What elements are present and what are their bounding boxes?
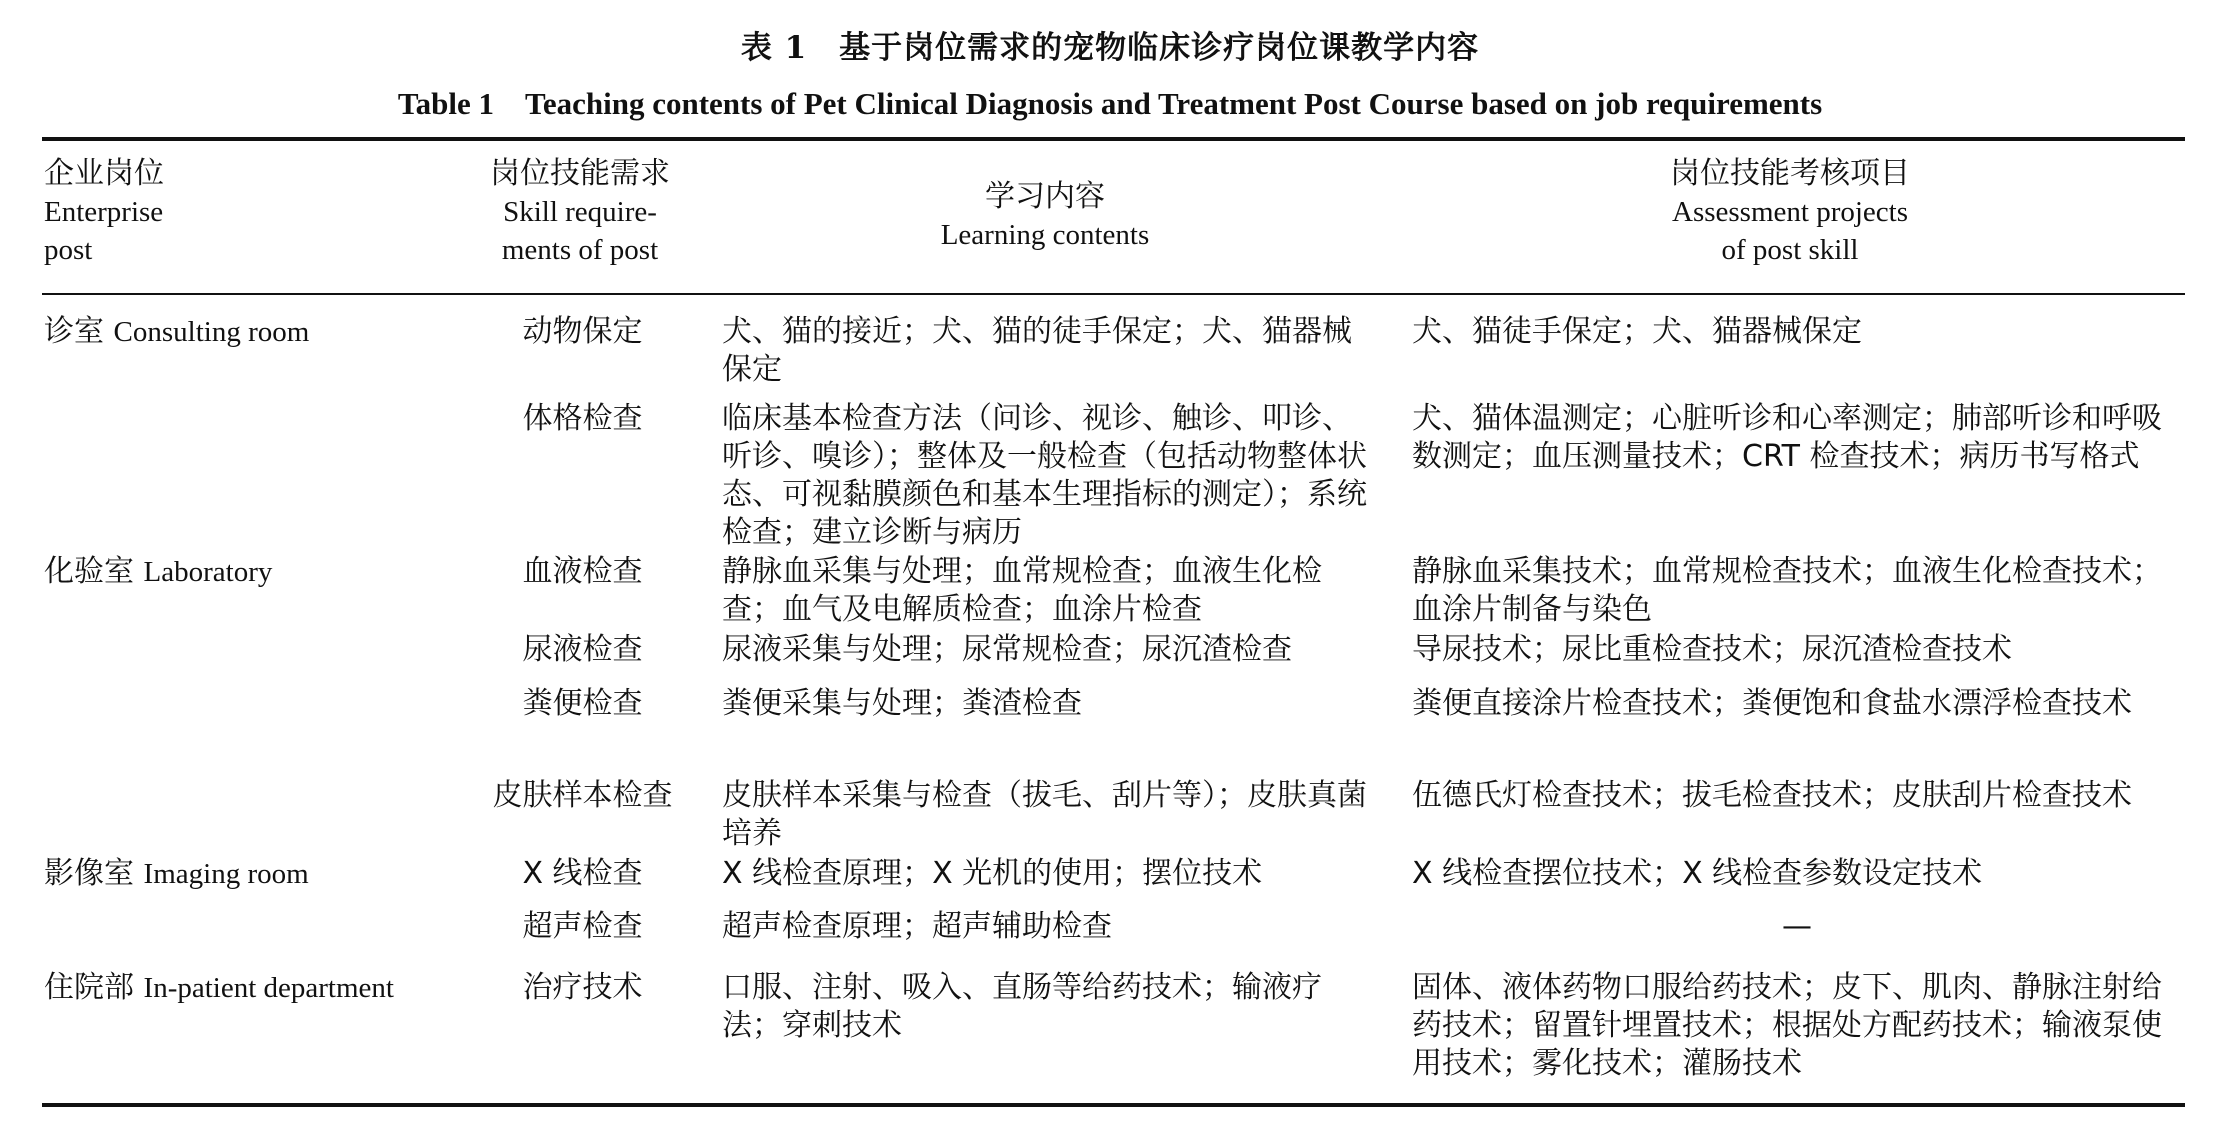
- assessment-cell: X 线检查摆位技术；X 线检查参数设定技术: [1412, 856, 1983, 891]
- learning-cell: 皮肤样本采集与检查（拔毛、刮片等）；皮肤真菌培养: [722, 778, 1367, 851]
- post-laboratory-cn: 化验室: [44, 554, 134, 589]
- table-caption-chinese: 表 1 基于岗位需求的宠物临床诊疗岗位课教学内容: [740, 30, 1480, 66]
- header-assessment-en2: of post skill: [1721, 234, 1859, 266]
- skill-cell: X 线检查: [522, 856, 643, 891]
- header-post-en2: post: [44, 234, 93, 266]
- header-assessment-projects: [1400, 155, 2180, 269]
- table-caption-english: Table 1 Teaching contents of Pet Clinical Diagnosis and Treatment Post Course based on job requirements: [397, 86, 1823, 121]
- table-header-rule: [42, 293, 2185, 295]
- skill-cell: 血液检查: [522, 554, 643, 589]
- post-consulting-en: Consulting room: [113, 316, 310, 348]
- learning-cell: 静脉血采集与处理；血常规检查；血液生化检查；血气及电解质检查；血涂片检查: [722, 554, 1322, 627]
- header-skill-cn: 岗位技能需求: [490, 156, 670, 191]
- header-post-cn: 企业岗位: [44, 156, 164, 191]
- learning-cell: X 线检查原理；X 光机的使用；摆位技术: [722, 856, 1263, 891]
- skill-cell: 动物保定: [522, 314, 643, 349]
- skill-cell: 粪便检查: [522, 686, 643, 721]
- skill-cell: 超声检查: [522, 909, 643, 944]
- post-consulting-room: [44, 313, 464, 351]
- skill-cell: 体格检查: [522, 401, 643, 436]
- header-skill-en2: ments of post: [501, 234, 659, 266]
- header-post-en1: Enterprise: [44, 196, 164, 228]
- post-imaging-room: [44, 855, 464, 893]
- header-enterprise-post: [44, 155, 444, 269]
- learning-cell: 临床基本检查方法（问诊、视诊、触诊、叩诊、听诊、嗅诊）；整体及一般检查（包括动物整体状态、可视黏膜颜色和基本生理指标的测定）；系统检查；建立诊断与病历: [722, 401, 1367, 550]
- assessment-cell: 犬、猫徒手保定；犬、猫器械保定: [1412, 314, 1862, 349]
- assessment-cell: 伍德氏灯检查技术；拔毛检查技术；皮肤刮片检查技术: [1412, 778, 2132, 813]
- post-consulting-cn: 诊室: [44, 314, 104, 349]
- header-skill-en1: Skill require-: [503, 196, 657, 228]
- learning-cell: 口服、注射、吸入、直肠等给药技术；输液疗法；穿刺技术: [722, 970, 1322, 1043]
- post-inpatient-department: [44, 969, 464, 1007]
- assessment-cell: —: [1782, 909, 1812, 944]
- header-assessment-cn: 岗位技能考核项目: [1670, 156, 1910, 191]
- assessment-cell: 静脉血采集技术；血常规检查技术；血液生化检查技术；血涂片制备与染色: [1412, 554, 2162, 627]
- table-bottom-rule: [42, 1103, 2185, 1107]
- learning-cell: 粪便采集与处理；粪渣检查: [722, 686, 1082, 721]
- skill-cell: 尿液检查: [522, 632, 643, 667]
- post-inpatient-cn: 住院部: [44, 970, 134, 1005]
- assessment-cell: 固体、液体药物口服给药技术；皮下、肌肉、静脉注射给药技术；留置针埋置技术；根据处方配药技术；输液泵使用技术；雾化技术；灌肠技术: [1412, 970, 2162, 1081]
- header-skill-requirements: [450, 155, 710, 269]
- learning-cell: 犬、猫的接近；犬、猫的徒手保定；犬、猫器械保定: [722, 314, 1352, 387]
- learning-cell: 超声检查原理；超声辅助检查: [722, 909, 1112, 944]
- assessment-cell: 犬、猫体温测定；心脏听诊和心率测定；肺部听诊和呼吸数测定；血压测量技术；CRT 检查技术；病历书写格式: [1412, 401, 2162, 474]
- skill-cell: 皮肤样本检查: [492, 778, 673, 813]
- learning-cell: 尿液采集与处理；尿常规检查；尿沉渣检查: [722, 632, 1292, 667]
- header-learning-contents: [720, 178, 1370, 254]
- header-assessment-en1: Assessment projects: [1672, 196, 1908, 228]
- post-inpatient-en: In-patient department: [143, 972, 394, 1004]
- assessment-cell: 导尿技术；尿比重检查技术；尿沉渣检查技术: [1412, 632, 2012, 667]
- post-laboratory-en: Laboratory: [143, 556, 273, 588]
- skill-cell: 治疗技术: [522, 970, 643, 1005]
- assessment-cell: 粪便直接涂片检查技术；粪便饱和食盐水漂浮检查技术: [1412, 686, 2132, 721]
- header-learning-cn: 学习内容: [985, 179, 1105, 214]
- table-top-rule: [42, 137, 2185, 141]
- post-laboratory: [44, 553, 464, 591]
- post-imaging-en: Imaging room: [143, 858, 309, 890]
- post-imaging-cn: 影像室: [44, 856, 134, 891]
- header-learning-en1: Learning contents: [940, 219, 1150, 251]
